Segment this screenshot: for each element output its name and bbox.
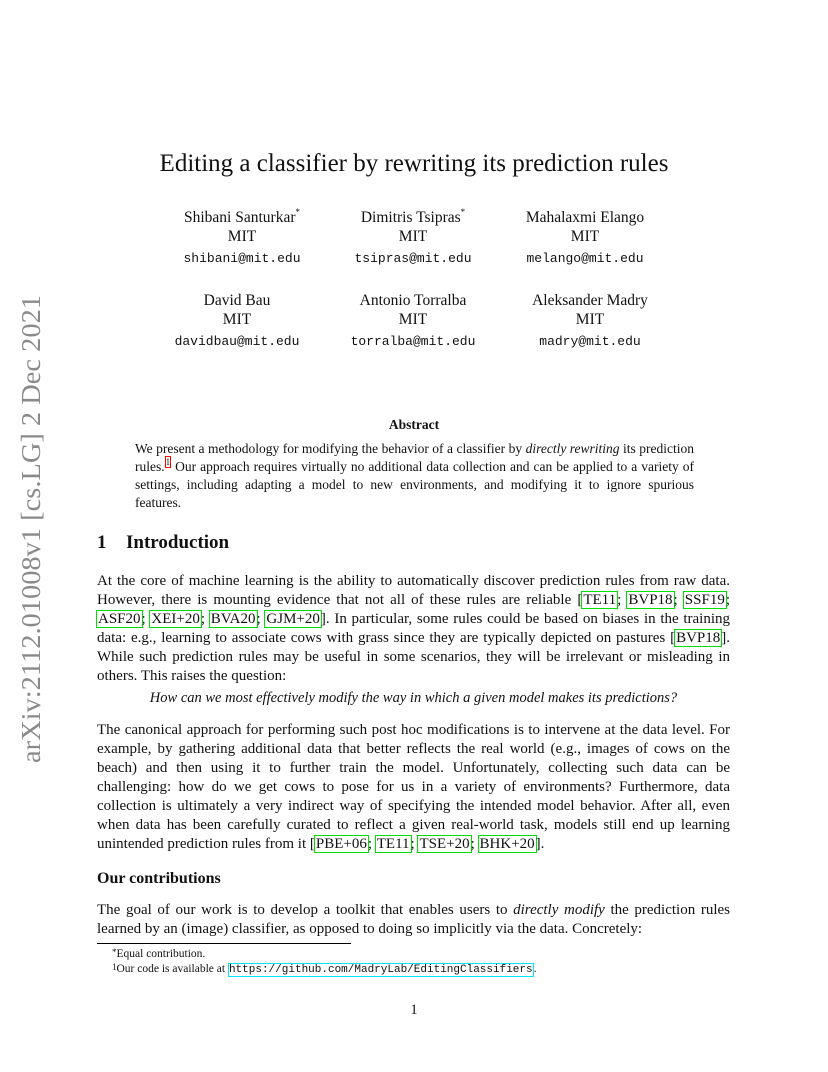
abstract-text: We present a methodology for modifying the behavior of a classifier by directly rewriting its prediction rules.$^1$ Our approach requires virtually no additional data collection and can be applied to a variety of settings, including adapting a model to new environments, and modifying it to ignore spurious features. xyxy=(135,441,694,510)
citation-link[interactable]: TE11 xyxy=(376,836,410,852)
research-question: How can we most effectively modify the way in which a given model makes its predictions? xyxy=(149,690,678,706)
section-heading: 1 Introduction xyxy=(97,532,230,553)
author-name: Aleksander Madry xyxy=(532,292,648,309)
author-affiliation: MIT xyxy=(227,228,257,245)
author-name: Antonio Torralba xyxy=(359,292,467,309)
author-name: Dimitris Tsipras xyxy=(360,209,461,226)
footnote-divider xyxy=(97,943,351,944)
author-block xyxy=(137,291,337,351)
author-email: melango@mit.edu xyxy=(526,251,644,266)
arxiv-id: arXiv:2112.01008v1 [cs.LG] 2 Dec 2021 xyxy=(16,318,46,763)
citation-link[interactable]: BVA20 xyxy=(210,611,256,627)
page-number: 1 xyxy=(410,1002,418,1018)
equal-contrib-mark: * xyxy=(295,207,300,217)
footnote-link[interactable]: 1 xyxy=(165,457,171,467)
citation-link[interactable]: BHK+20 xyxy=(479,836,535,852)
abstract-heading: Abstract xyxy=(388,417,440,432)
intro-paragraph: At the core of machine learning is the ability to automatically discover prediction rules from raw data. However, there is mounting evidence that not all of these rules are reliable [TE11; BVP18; SSF19; ASF20; XEI+20; BVA20; GJM+20]. In particular, some rules could be based on biases in the training data: e.g., learning to associate cows with grass since they are typically depicted on pastures [BVP18]. While such prediction rules may be useful in some scenarios, they will be irrelevant or misleading in others. This raises the question: xyxy=(97,573,731,684)
author-affiliation: MIT xyxy=(398,311,428,328)
author-affiliation: MIT xyxy=(575,311,605,328)
citation-link[interactable]: TE11 xyxy=(583,592,617,608)
intro-paragraph: The canonical approach for performing such post hoc modifications is to intervene at the data level. For example, by gathering additional data that better reflects the real world (e.g., images of cows on the beach) and then using it to further train the model. Unfortunately, collecting such data can be challenging: how do we get cows to pose for us in a variety of environments? Furthermore, data collection is ultimately a very indirect way of specifying the intended model behavior. After all, even when data has been carefully curated to reflect a given real-world task, models still end up learning unintended prediction rules from it [PBE+06; TE11; TSE+20; BHK+20]. xyxy=(97,722,730,852)
author-email: tsipras@mit.edu xyxy=(354,251,472,266)
citation-link[interactable]: ASF20 xyxy=(98,611,141,627)
author-email: shibani@mit.edu xyxy=(183,251,301,266)
author-block xyxy=(485,208,685,268)
footnote: *Equal contribution. xyxy=(112,947,206,960)
author-affiliation: MIT xyxy=(398,228,428,245)
author-name: David Bau xyxy=(203,292,271,309)
arxiv-stamp xyxy=(12,293,48,763)
citation-link[interactable]: BVP18 xyxy=(676,630,721,646)
author-affiliation: MIT xyxy=(570,228,600,245)
author-block xyxy=(313,291,513,351)
footnote: $^1$Our code is available at https://github.com/MadryLab/EditingClassifiers. xyxy=(112,962,537,976)
author-email: davidbau@mit.edu xyxy=(174,334,300,349)
code-url-link[interactable]: https://github.com/MadryLab/EditingClassifiers xyxy=(228,964,533,976)
paper-title: Editing a classifier by rewriting its prediction rules xyxy=(159,150,669,177)
equal-contrib-mark: * xyxy=(460,207,466,217)
author-name: Shibani Santurkar xyxy=(184,209,296,226)
citation-link[interactable]: PBE+06 xyxy=(315,836,367,852)
citation-link[interactable]: XEI+20 xyxy=(151,611,200,627)
subsection-heading: Our contributions xyxy=(97,870,221,887)
author-email: madry@mit.edu xyxy=(539,334,641,349)
citation-link[interactable]: SSF19 xyxy=(684,592,725,608)
citation-link[interactable]: GJM+20 xyxy=(266,611,320,627)
author-block xyxy=(490,291,690,351)
citation-link[interactable]: TSE+20 xyxy=(419,836,470,852)
author-name: Mahalaxmi Elango xyxy=(525,209,645,226)
contributions-paragraph: The goal of our work is to develop a toolkit that enables users to directly modify the prediction rules learned by an (image) classifier, as opposed to doing so implicitly via the data. Concretely: xyxy=(97,902,730,937)
author-block xyxy=(313,208,513,268)
author-email: torralba@mit.edu xyxy=(350,334,476,349)
citation-link[interactable]: BVP18 xyxy=(628,592,673,608)
author-affiliation: MIT xyxy=(222,311,252,328)
author-block xyxy=(142,208,342,268)
